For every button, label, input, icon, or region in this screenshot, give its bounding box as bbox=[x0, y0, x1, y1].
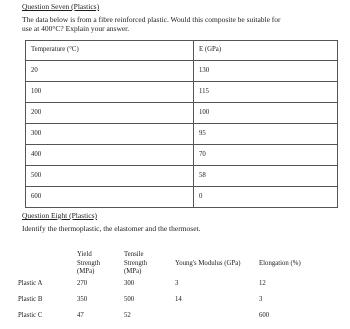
modulus-cell: 3 bbox=[175, 280, 179, 287]
modulus-cell: 0 bbox=[194, 187, 338, 208]
header-line: Yield bbox=[77, 251, 92, 258]
elongation-cell: 12 bbox=[259, 280, 266, 287]
youngs-modulus-header: Young's Modulus (GPa) bbox=[175, 260, 241, 267]
temperature-cell: 20 bbox=[26, 61, 194, 82]
table-row bbox=[26, 82, 338, 103]
question-seven-text-line-1: The data below is from a fibre reinforced plastic. Would this composite be suitable for bbox=[22, 15, 281, 24]
elongation-header: Elongation (%) bbox=[259, 260, 301, 267]
row-label-plastic-a: Plastic A bbox=[18, 280, 43, 287]
temperature-cell: 100 bbox=[26, 82, 194, 103]
modulus-cell: 70 bbox=[194, 145, 338, 166]
yield-cell: 47 bbox=[77, 312, 84, 319]
header-line: Strength bbox=[124, 259, 148, 267]
yield-cell: 350 bbox=[77, 296, 88, 303]
table-row bbox=[26, 145, 338, 166]
header-line: Strength bbox=[77, 259, 101, 267]
tensile-strength-header bbox=[124, 251, 147, 277]
plastics-properties-table bbox=[0, 247, 350, 329]
elongation-cell: 3 bbox=[259, 296, 263, 303]
row-label-plastic-b: Plastic B bbox=[18, 296, 43, 303]
question-seven-heading: Question Seven (Plastics) bbox=[22, 2, 100, 11]
header-line: (MPa) bbox=[124, 268, 142, 275]
temperature-modulus-table bbox=[25, 40, 338, 208]
tensile-cell: 300 bbox=[124, 280, 135, 287]
tensile-cell: 500 bbox=[124, 296, 135, 303]
yield-strength-header bbox=[77, 251, 100, 277]
temperature-cell: 600 bbox=[26, 187, 194, 208]
question-eight-prompt: Identify the thermoplastic, the elastomer and the thermoset. bbox=[22, 224, 201, 233]
header-line: Tensile bbox=[124, 251, 144, 258]
modulus-cell: 95 bbox=[194, 124, 338, 145]
table-row bbox=[26, 187, 338, 208]
modulus-cell: 58 bbox=[194, 166, 338, 187]
column-header-temperature: Temperature (°C) bbox=[26, 41, 194, 61]
header-line: (MPa) bbox=[77, 268, 95, 275]
temperature-cell: 500 bbox=[26, 166, 194, 187]
temperature-cell: 200 bbox=[26, 103, 194, 124]
table-row bbox=[26, 166, 338, 187]
question-seven-text-line-2: use at 400°C? Explain your answer. bbox=[22, 24, 130, 33]
yield-cell: 270 bbox=[77, 280, 88, 287]
column-header-modulus: E (GPa) bbox=[194, 41, 338, 61]
temperature-cell: 300 bbox=[26, 124, 194, 145]
row-label-plastic-c: Plastic C bbox=[18, 312, 43, 319]
modulus-cell: 130 bbox=[194, 61, 338, 82]
table-row bbox=[26, 124, 338, 145]
modulus-cell: 14 bbox=[175, 296, 182, 303]
question-eight-heading: Question Eight (Plastics) bbox=[22, 211, 97, 220]
table-header-row bbox=[26, 41, 338, 61]
tensile-cell: 52 bbox=[124, 312, 131, 319]
temperature-cell: 400 bbox=[26, 145, 194, 166]
elongation-cell: 600 bbox=[259, 312, 270, 319]
modulus-cell: 115 bbox=[194, 82, 338, 103]
table-row bbox=[26, 103, 338, 124]
table-row bbox=[26, 61, 338, 82]
modulus-cell: 100 bbox=[194, 103, 338, 124]
